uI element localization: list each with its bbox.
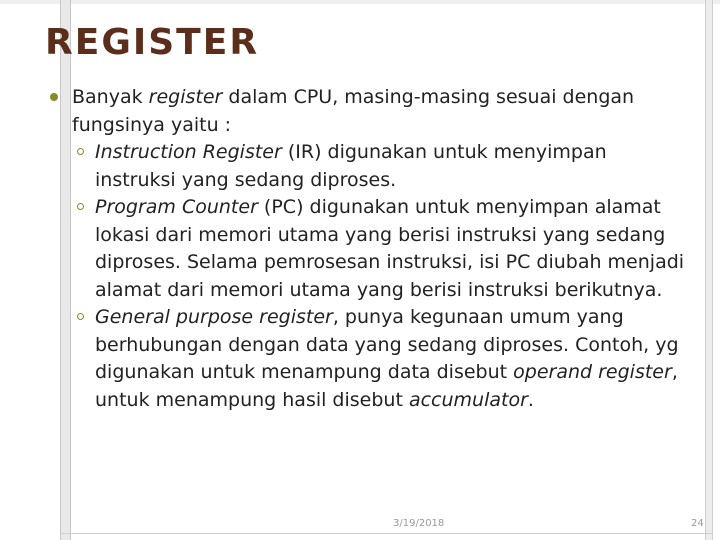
subbullet-list — [50, 139, 690, 414]
subbullet-text: . — [527, 388, 534, 411]
bullet-text: dalam CPU, masing-masing sesuai dengan fungsinya yaitu : — [72, 86, 635, 136]
subbullet-instruction-register — [50, 139, 690, 194]
footer-date: 3/19/2018 — [393, 518, 445, 529]
bullet-text: Banyak — [72, 86, 149, 108]
subbullet-program-counter — [50, 194, 690, 304]
subbullet-text: , punya kegunaan umum yang berhubungan dengan data yang sedang diproses. Contoh, yg digunakan untuk menampung data disebut — [95, 306, 679, 383]
frame-right-border — [705, 0, 713, 540]
bullet-emphasis: register — [148, 86, 223, 108]
bullet-dot-icon — [50, 93, 58, 101]
subbullet-text: , untuk menampung hasil disebut — [95, 361, 678, 411]
subbullet-general-purpose-register — [50, 304, 690, 414]
frame-top-border — [0, 0, 720, 4]
bullet-registers — [50, 84, 690, 139]
slide-title: REGISTER — [45, 22, 260, 63]
subbullet-text: (PC) digunakan untuk menyimpan alamat lokasi dari memori utama yang berisi instruksi yang sedang diproses. Selama pemrosesan instruksi, isi PC diubah menjadi alamat dari memori utama yang berisi instruksi berikutnya. — [95, 196, 685, 301]
ring-bullet-icon — [77, 148, 84, 155]
footer-page-number: 24 — [691, 518, 704, 529]
term-general-purpose-register: General purpose register — [95, 306, 333, 328]
ring-bullet-icon — [77, 313, 84, 320]
term-program-counter: Program Counter — [95, 196, 258, 218]
subbullet-text: (IR) digunakan untuk menyimpan instruksi yang sedang diproses. — [95, 141, 607, 191]
frame-bottom-rule — [60, 533, 713, 534]
ring-bullet-icon — [77, 203, 84, 210]
term-instruction-register: Instruction Register — [95, 141, 282, 163]
slide-body — [50, 84, 690, 414]
term-operand-register: operand register — [513, 361, 672, 383]
term-accumulator: accumulator — [408, 388, 528, 411]
